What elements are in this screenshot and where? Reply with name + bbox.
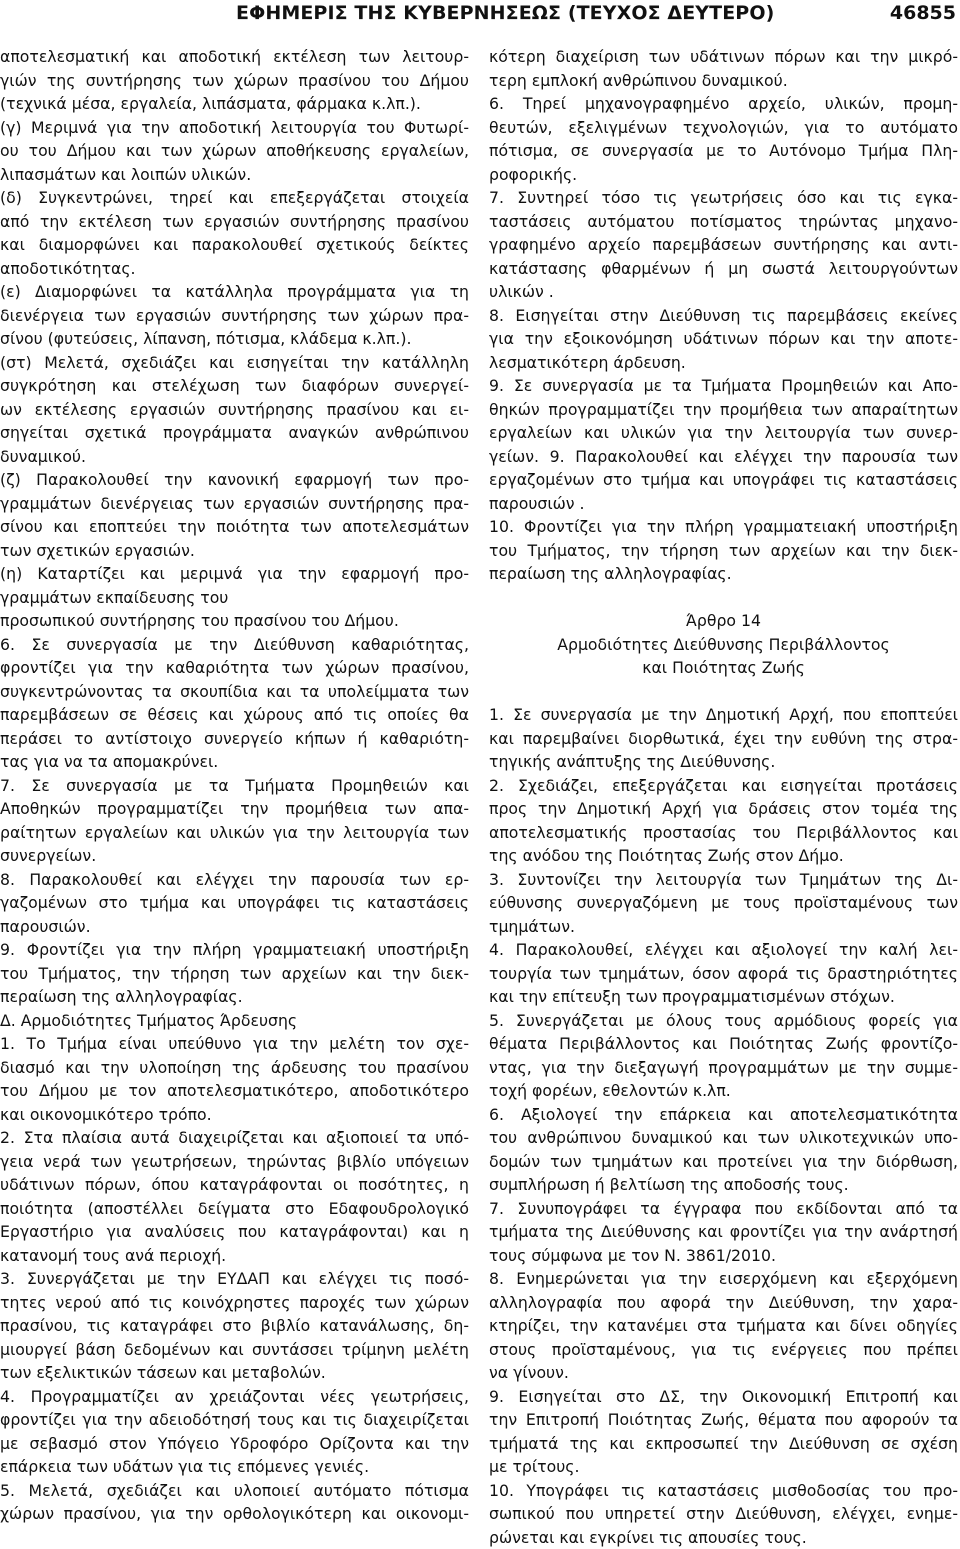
text-line: γραμμάτων διενέργειας των εργασιών συντήρησης πρα‐: [0, 492, 469, 516]
text-line: 4. Προγραμματίζει αν χρειάζονται νέες γεωτρήσεις,: [0, 1385, 469, 1409]
text-line: εύθυνσης συνεργαζόμενη με τους προϊσταμένους των: [489, 891, 958, 915]
text-line: 2. Σχεδιάζει, επεξεργάζεται και εισηγείται προτάσεις: [489, 774, 958, 798]
text-line: ροφορικής.: [489, 163, 958, 187]
text-line: τητες νερού από τις κοινόχρηστες παροχές των χώρων: [0, 1291, 469, 1315]
text-line: κατάστασης φθαρμένων ή μη σωστά λειτουργούντων: [489, 257, 958, 281]
text-line: 10. Υπογράφει τις καταστάσεις μισθοδοσίας του προ‐: [489, 1479, 958, 1503]
text-line: λεσματικότερη άρδευση.: [489, 351, 958, 375]
text-line: ποιότητα (αποστέλλει δείγματα στο Εδαφουδρολογικό: [0, 1197, 469, 1221]
text-line: ων εκτέλεσης εργασιών συντήρησης πρασίνου και ει‐: [0, 398, 469, 422]
text-line: και διαμορφώνει και παρακολουθεί σχετικούς δείκτες: [0, 233, 469, 257]
article-heading-line: Αρμοδιότητες Διεύθυνσης Περιβάλλοντος: [489, 633, 958, 657]
text-line: κότερη διαχείριση των υδάτινων πόρων και την μικρό‐: [489, 45, 958, 69]
text-line: με τρίτους.: [489, 1455, 958, 1479]
article-heading-line: και Ποιότητας Ζωής: [489, 656, 958, 680]
text-line: αποτελεσματική και αποδοτική εκτέλεση των λειτουρ‐: [0, 45, 469, 69]
text-line: περαίωση της αλληλογραφίας.: [489, 562, 958, 586]
text-line: 6. Αξιολογεί την επάρκεια και αποτελεσματικότητα: [489, 1103, 958, 1127]
text-line: προσωπικού συντήρησης του πρασίνου του Δήμου.: [0, 609, 469, 633]
text-line: περαίωση της αλληλογραφίας.: [0, 985, 469, 1009]
text-line: γραφημένο αρχείο παρεμβάσεων συντήρησης και αντι‐: [489, 233, 958, 257]
text-line: 6. Σε συνεργασία με την Διεύθυνση καθαριότητας,: [0, 633, 469, 657]
text-line: υδάτινων πόρων, όπου καταγράφονται οι ποσότητες, η: [0, 1173, 469, 1197]
text-line: 3. Συνεργάζεται με την ΕΥΔΑΠ και ελέγχει τις ποσό‐: [0, 1267, 469, 1291]
page-header: [0, 2, 960, 30]
text-line: 9. Φροντίζει για την πλήρη γραμματειακή υποστήριξη: [0, 938, 469, 962]
text-line: θέματα Περιβάλλοντος και Ποιότητας Ζωής φροντίζο‐: [489, 1032, 958, 1056]
text-line: 1. Σε συνεργασία με την Δημοτική Αρχή, που εποπτεύει: [489, 703, 958, 727]
text-line: γιών της συντήρησης των χώρων πρασίνου του Δήμου: [0, 69, 469, 93]
text-line: στους προϊσταμένους, για τις ενέργειες που πρέπει: [489, 1338, 958, 1362]
right-column: [489, 45, 958, 1425]
text-line: γεια νερά των γεωτρήσεων, τηρώντας βιβλίο υπόγειων: [0, 1150, 469, 1174]
text-line: φροντίζει για την καθαριότητα των χώρων πρασίνου,: [0, 656, 469, 680]
text-line: 3. Συντονίζει την λειτουργία των Τμημάτων της Δι‐: [489, 868, 958, 892]
text-line: (δ) Συγκεντρώνει, τηρεί και επεξεργάζεται στοιχεία: [0, 186, 469, 210]
text-line: συγκεντρώνοντας τα σκουπίδια και τα υπολείμματα των: [0, 680, 469, 704]
text-line: λιπασμάτων και λοιπών υλικών.: [0, 163, 469, 187]
text-line: ταστάσεις αυτόματου ποτίσματος τηρώντας μηχανο‐: [489, 210, 958, 234]
text-line: [489, 586, 958, 610]
text-line: τμήματα της Διεύθυνσης και φροντίζει για την ανάρτησή: [489, 1220, 958, 1244]
text-line: της ανόδου της Ποιότητας Ζωής στον Δήμο.: [489, 844, 958, 868]
text-line: του ανθρώπινου δυναμικού και των υλικοτεχνικών υπο‐: [489, 1126, 958, 1150]
text-line: Αποθηκών προγραμματίζει την προμήθεια των απα‐: [0, 797, 469, 821]
text-line: συμπλήρωση ή βελτίωση της αποδοσής τους.: [489, 1173, 958, 1197]
text-line: θηκών προγραμματίζει την προμήθεια των απαραίτητων: [489, 398, 958, 422]
text-line: των εξελικτικών τάσεων και μεταβολών.: [0, 1361, 469, 1385]
text-line: περάσει το αντίστοιχο συνεργείο κήπων ή καθαριότη‐: [0, 727, 469, 751]
text-line: κατανομή τους ανά περιοχή.: [0, 1244, 469, 1268]
text-line: μιουργεί βάση δεδομένων και συντάσσει τρίμηνη μελέτη: [0, 1338, 469, 1362]
text-line: και την επίτευξη των προγραμματισμένων στόχων.: [489, 985, 958, 1009]
text-line: αποδοτικότητας.: [0, 257, 469, 281]
text-line: 8. Παρακολουθεί και ελέγχει την παρουσία των ερ‐: [0, 868, 469, 892]
text-line: 10. Φροντίζει για την πλήρη γραμματειακή υποστήριξη: [489, 515, 958, 539]
text-line: 7. Συντηρεί τόσο τις γεωτρήσεις όσο και τις εγκα‐: [489, 186, 958, 210]
text-line: εργαζομένων στο τμήμα και υπογράφει τις καταστάσεις: [489, 468, 958, 492]
text-line: (γ) Μεριμνά για την αποδοτική λειτουργία του Φυτωρί‐: [0, 116, 469, 140]
text-line: τμημάτων.: [489, 915, 958, 939]
text-line: 6. Τηρεί μηχανογραφημένο αρχείο, υλικών, προμη‐: [489, 92, 958, 116]
text-line: σωπικού που υπηρετεί στην Διεύθυνση, ελέγχει, ενημε‐: [489, 1502, 958, 1526]
text-line: τηγικής ανάπτυξης της Διεύθυνσης.: [489, 750, 958, 774]
text-line: γαζομένων στο τμήμα και υπογράφει τις καταστάσεις: [0, 891, 469, 915]
text-line: 1. Το Τμήμα είναι υπεύθυνο για την μελέτη τον σχε‐: [0, 1032, 469, 1056]
text-line: 8. Εισηγείται στην Διεύθυνση τις παρεμβάσεις εκείνες: [489, 304, 958, 328]
text-line: του Δήμου με τον αποτελεσματικότερο, αποδοτικότερο: [0, 1079, 469, 1103]
text-line: ρώνεται και εγκρίνει τις απουσίες τους.: [489, 1526, 958, 1549]
text-line: διενέργεια των εργασιών συντήρησης των χώρων πρα‐: [0, 304, 469, 328]
text-line: χώρων πρασίνου, για την ορθολογικότερη και οικονομι‐: [0, 1502, 469, 1526]
text-line: ου του Δήμου και των χώρων αποθήκευσης εργαλείων,: [0, 139, 469, 163]
text-line: αποτελεσματικής προστασίας του Περιβάλλοντος και: [489, 821, 958, 845]
text-line: γραμμάτων εκπαίδευσης του: [0, 586, 469, 610]
article-heading-line: Άρθρο 14: [489, 609, 958, 633]
text-line: (στ) Μελετά, σχεδιάζει και εισηγείται την κατάλληλη: [0, 351, 469, 375]
text-line: του Τμήματος, την τήρηση των αρχείων και την διεκ‐: [489, 539, 958, 563]
text-line: (ζ) Παρακολουθεί την κανονική εφαρμογή των προ‐: [0, 468, 469, 492]
text-line: την Επιτροπή Ποιότητας Ζωής, θέματα που αφορούν τα: [489, 1408, 958, 1432]
text-line: φροντίζει για την αδειοδότησή τους και τις διαχειρίζεται: [0, 1408, 469, 1432]
text-line: ραίτητων εργαλείων και υλικών για την λειτουργία των: [0, 821, 469, 845]
text-line: (τεχνικά μέσα, εργαλεία, λιπάσματα, φάρμακα κ.λπ.).: [0, 92, 469, 116]
text-line: συνεργείων.: [0, 844, 469, 868]
text-line: και οικονομικότερο τρόπο.: [0, 1103, 469, 1127]
text-line: 5. Μελετά, σχεδιάζει και υλοποιεί αυτόματο πότισμα: [0, 1479, 469, 1503]
text-line: 2. Στα πλαίσια αυτά διαχειρίζεται και αξιοποιεί τα υπό‐: [0, 1126, 469, 1150]
text-line: σίνου και εποπτεύει την ποιότητα των αποτελεσμάτων: [0, 515, 469, 539]
text-line: 7. Συνυπογράφει τα έγγραφα που εκδίδονται από τα: [489, 1197, 958, 1221]
text-line: τους σύμφωνα με τον Ν. 3861/2010.: [489, 1244, 958, 1268]
text-line: δομών των τμημάτων και προτείνει για την διόρθωση,: [489, 1150, 958, 1174]
text-line: από την εκτέλεση των εργασιών συντήρησης πρασίνου: [0, 210, 469, 234]
page-number: 46855: [890, 2, 956, 24]
text-line: υλικών .: [489, 280, 958, 304]
text-line: 7. Σε συνεργασία με τα Τμήματα Προμηθειών και: [0, 774, 469, 798]
text-line: εργαλείων και υλικών για την λειτουργία των συνερ‐: [489, 421, 958, 445]
text-line: (ε) Διαμορφώνει τα κατάλληλα προγράμματα για τη: [0, 280, 469, 304]
text-line: θευτών, εξελιγμένων τεχνολογιών, για το αυτόματο: [489, 116, 958, 140]
text-line: τμήματά της και εκπροσωπεί την Διεύθυνση σε σχέση: [489, 1432, 958, 1456]
text-line: δυναμικού.: [0, 445, 469, 469]
text-line: 8. Ενημερώνεται για την εισερχόμενη και εξερχόμενη: [489, 1267, 958, 1291]
text-line: κτηρίζει, την κατανέμει στα τμήματα και δίνει οδηγίες: [489, 1314, 958, 1338]
text-line: πότισμα, σε συνεργασία με το Αυτόνομο Τμήμα Πλη‐: [489, 139, 958, 163]
text-line: 9. Σε συνεργασία με τα Τμήματα Προμηθειών και Απο‐: [489, 374, 958, 398]
text-line: τοχή φορέων, εθελοντών κ.λπ.: [489, 1079, 958, 1103]
text-line: 9. Εισηγείται στο ΔΣ, την Οικονομική Επιτροπή και: [489, 1385, 958, 1409]
text-line: για την εξοικονόμηση υδάτινων πόρων και την αποτε‐: [489, 327, 958, 351]
text-line: γείων. 9. Παρακολουθεί και ελέγχει την παρουσία των: [489, 445, 958, 469]
text-line: επάρκεια των υδάτων για τις επόμενες γενιές.: [0, 1455, 469, 1479]
text-line: συγκρότηση και στελέχωση των διαφόρων συνεργεί‐: [0, 374, 469, 398]
text-line: ντας, για την διεξαγωγή προγραμμάτων με την συμμε‐: [489, 1056, 958, 1080]
text-line: προς την Δημοτική Αρχή για δράσεις στον τομέα της: [489, 797, 958, 821]
text-line: σίνου (φυτεύσεις, λίπανση, πότισμα, κλάδεμα κ.λπ.).: [0, 327, 469, 351]
text-line: τουργία των τμημάτων, όσον αφορά τις δραστηριότητες: [489, 962, 958, 986]
text-line: και παρεμβαίνει διορθωτικά, έχει την ευθύνη της στρα‐: [489, 727, 958, 751]
text-line: τας για να τα απομακρύνει.: [0, 750, 469, 774]
left-column: [0, 45, 469, 1425]
text-line: (η) Καταρτίζει και μεριμνά για την εφαρμογή προ‐: [0, 562, 469, 586]
gazette-title: ΕΦΗΜΕΡΙΣ ΤΗΣ ΚΥΒΕΡΝΗΣΕΩΣ (ΤΕΥΧΟΣ ΔΕΥΤΕΡΟ): [236, 2, 774, 24]
text-line: πρασίνου, τις καταγράφει στο βιβλίο κατανάλωσης, δη‐: [0, 1314, 469, 1338]
text-line: αλληλογραφία που αφορά την Διεύθυνση, την χαρα‐: [489, 1291, 958, 1315]
text-line: Εργαστήριο για αναλύσεις που καταγράφονται) και η: [0, 1220, 469, 1244]
text-line: σηγείται σχετικά προγράμματα αναγκών ανθρώπινου: [0, 421, 469, 445]
text-line: να γίνουν.: [489, 1361, 958, 1385]
text-line: με σεβασμό στον Υπόγειο Υδροφόρο Ορίζοντα και την: [0, 1432, 469, 1456]
text-line: διασμό και την υλοποίηση της άρδευσης του πρασίνου: [0, 1056, 469, 1080]
text-line: παρουσιών.: [0, 915, 469, 939]
text-line: [489, 680, 958, 704]
text-line: παρουσιών .: [489, 492, 958, 516]
text-line: 5. Συνεργάζεται με όλους τους αρμόδιους φορείς για: [489, 1009, 958, 1033]
text-line: τερη εμπλοκή ανθρώπινου δυναμικού.: [489, 69, 958, 93]
text-line: Δ. Αρμοδιότητες Τμήματος Άρδευσης: [0, 1009, 469, 1033]
text-line: των σχετικών εργασιών.: [0, 539, 469, 563]
text-line: 4. Παρακολουθεί, ελέγχει και αξιολογεί την καλή λει‐: [489, 938, 958, 962]
text-line: του Τμήματος, την τήρηση των αρχείων και την διεκ‐: [0, 962, 469, 986]
text-line: παρεμβάσεων σε θέσεις και χώρους από τις οποίες θα: [0, 703, 469, 727]
